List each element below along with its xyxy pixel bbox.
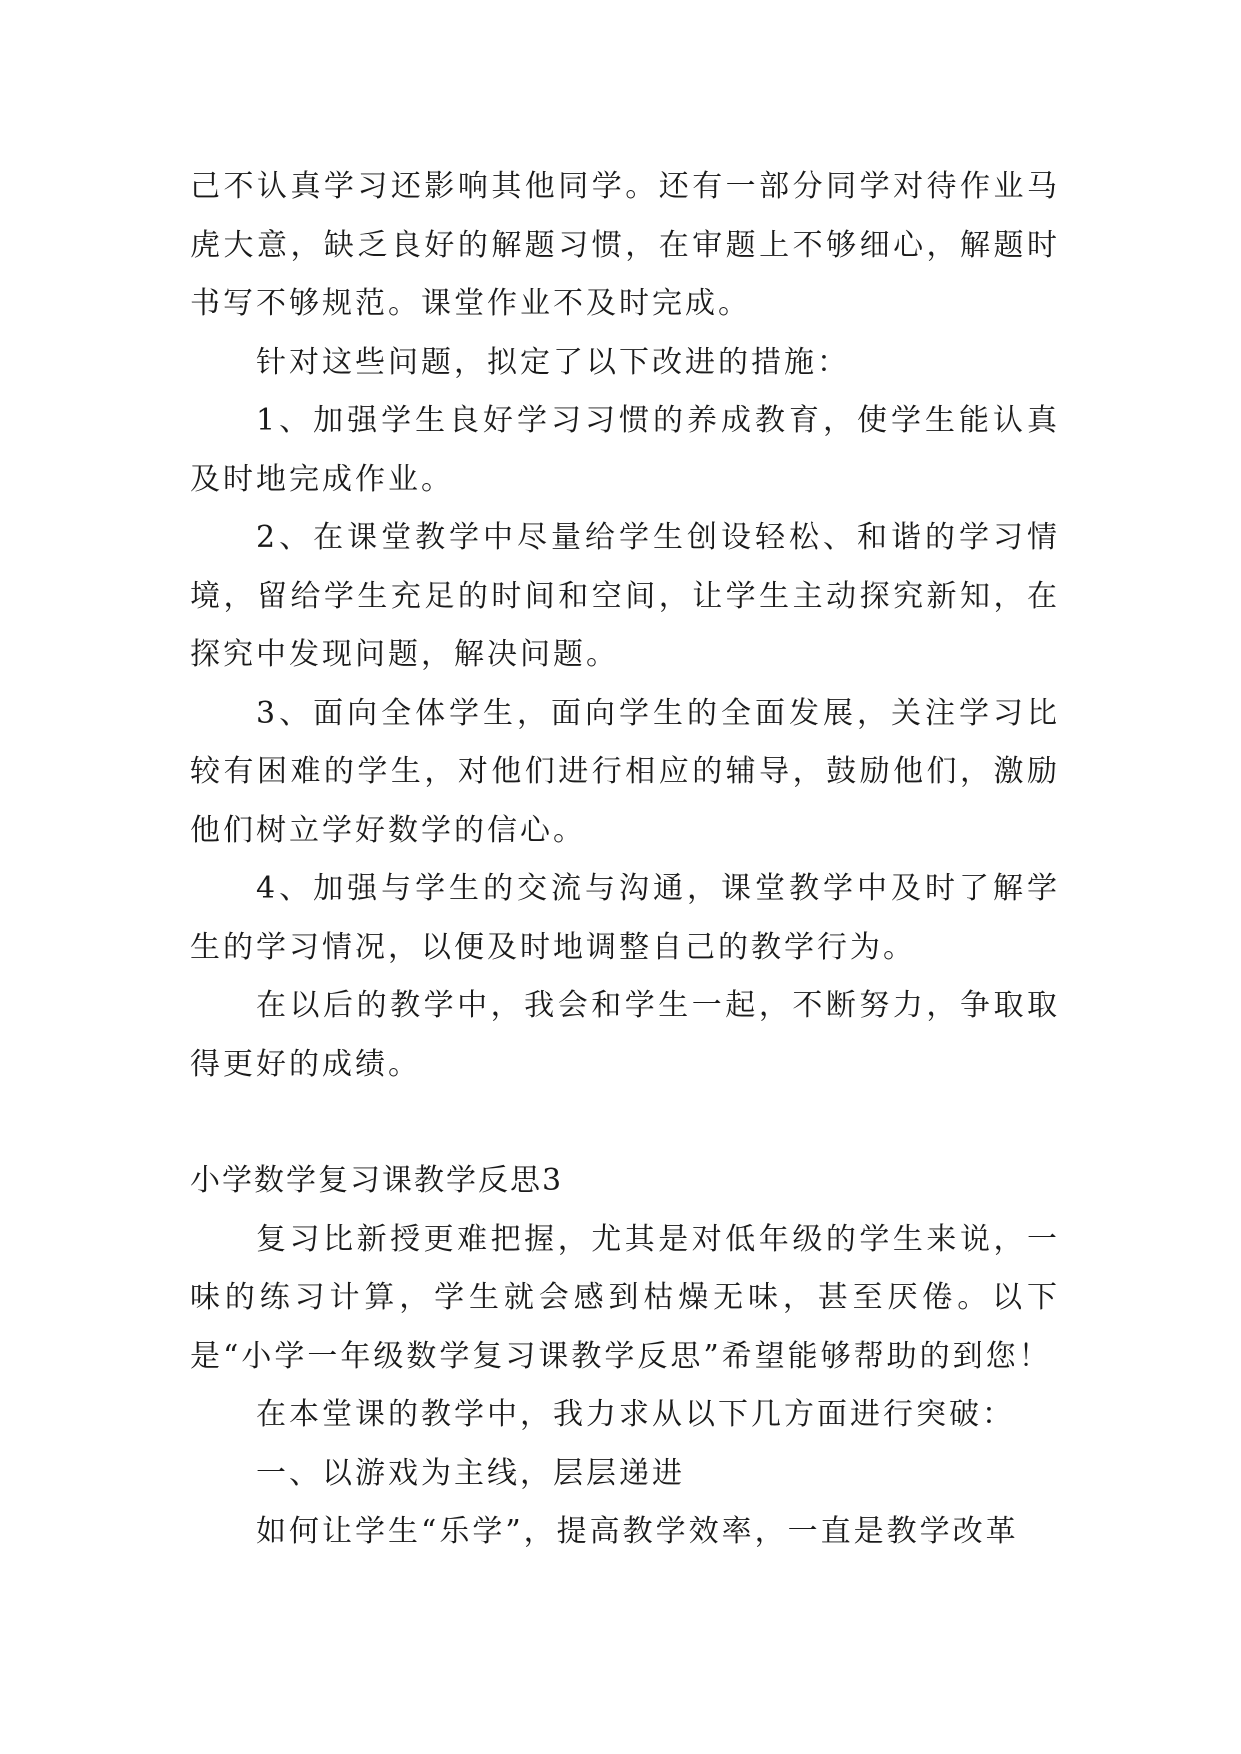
- document-body: [190, 158, 1060, 1562]
- section-gap: [190, 1094, 1060, 1152]
- paragraph-measure-1: 1、加强学生良好学习习惯的养成教育，使学生能认真及时地完成作业。: [190, 403, 1060, 497]
- paragraph-measure-4: 4、加强与学生的交流与沟通，课堂教学中及时了解学生的学习情况，以便及时地调整自己的教学行为。: [190, 871, 1060, 965]
- paragraph-measure-3: 3、面向全体学生，面向学生的全面发展，关注学习比较有困难的学生，对他们进行相应的辅导，鼓励他们，激励他们树立学好数学的信心。: [190, 695, 1060, 848]
- paragraph-conclusion: 在以后的教学中，我会和学生一起，不断努力，争取取得更好的成绩。: [190, 988, 1060, 1082]
- paragraph-measure-2: 2、在课堂教学中尽量给学生创设轻松、和谐的学习情境，留给学生充足的时间和空间，让学生主动探究新知，在探究中发现问题，解决问题。: [190, 520, 1060, 672]
- section-title: 小学数学复习课教学反思3: [190, 1163, 564, 1198]
- paragraph-review-intro: 复习比新授更难把握，尤其是对低年级的学生来说，一味的练习计算，学生就会感到枯燥无味，甚至厌倦。以下是“小学一年级数学复习课教学反思”希望能够帮助的到您！: [190, 1221, 1060, 1374]
- paragraph-measures-intro: 针对这些问题，拟定了以下改进的措施：: [256, 344, 850, 380]
- paragraph-point-1-body: 如何让学生“乐学”，提高教学效率，一直是教学改革: [256, 1514, 1019, 1549]
- paragraph-breakthrough-intro: 在本堂课的教学中，我力求从以下几方面进行突破：: [256, 1397, 1015, 1432]
- paragraph-point-1-heading: 一、以游戏为主线，层层递进: [256, 1455, 685, 1491]
- paragraph-continued: 己不认真学习还影响其他同学。还有一部分同学对待作业马虎大意，缺乏良好的解题习惯，在审题上不够细心，解题时书写不够规范。课堂作业不及时完成。: [190, 169, 1060, 321]
